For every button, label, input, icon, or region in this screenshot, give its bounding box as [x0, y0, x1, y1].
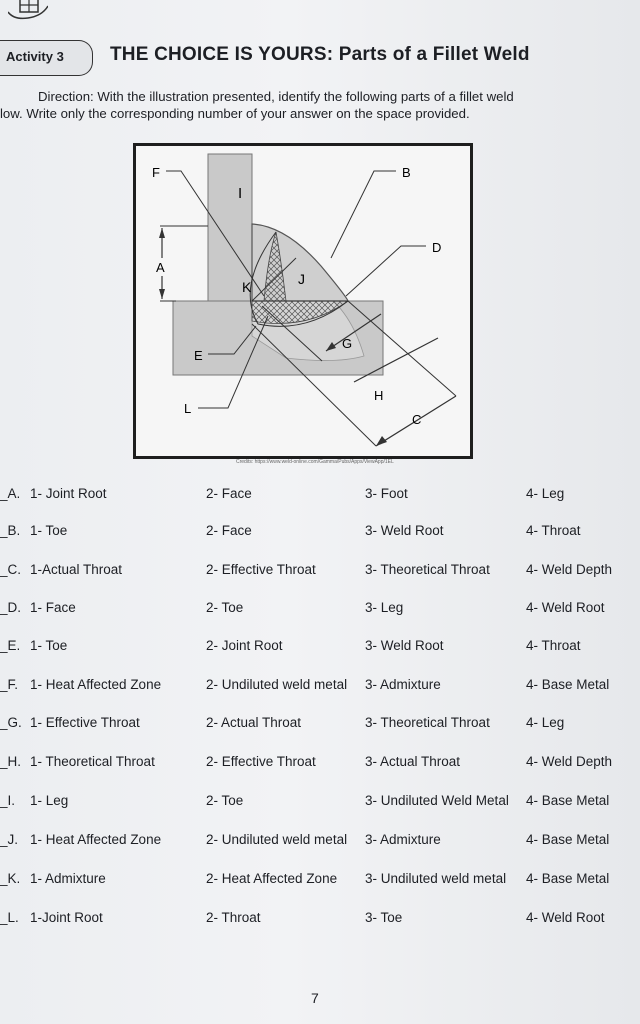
question-row [0, 793, 640, 815]
figure-credits: Credits: https://www.weld-online.com/Gamma/Pubs/Apps/ViewApp/1EL [236, 459, 394, 465]
choice-option: 3- Weld Root [365, 638, 444, 653]
choice-option: 2- Effective Throat [206, 562, 316, 577]
answer-blank[interactable]: _L. [0, 910, 19, 925]
choice-option: 2- Toe [206, 600, 244, 615]
question-row [0, 677, 640, 699]
choice-option: 1-Joint Root [30, 910, 103, 925]
choice-option: 1- Heat Affected Zone [30, 677, 162, 692]
choice-option: 4- Weld Root [526, 910, 605, 925]
choice-option: 1- Toe [30, 638, 68, 653]
label-d: D [432, 240, 442, 255]
choice-option: 2- Face [206, 486, 252, 501]
label-f: F [152, 165, 160, 180]
choice-option: 1- Heat Affected Zone [30, 832, 162, 847]
choice-option: 3- Foot [365, 486, 408, 501]
label-j: J [298, 271, 305, 287]
question-row [0, 562, 640, 584]
page-number: 7 [311, 990, 319, 1006]
label-b: B [402, 165, 411, 180]
choice-option: 4- Weld Root [526, 600, 605, 615]
choice-option: 2- Actual Throat [206, 715, 302, 730]
question-row [0, 871, 640, 893]
choice-option: 3- Theoretical Throat [365, 715, 490, 730]
choice-option: 3- Admixture [365, 832, 441, 847]
choice-option: 4- Base Metal [526, 677, 610, 692]
activity-badge [0, 40, 93, 76]
choice-option: 2- Joint Root [206, 638, 283, 653]
choice-option: 4- Weld Depth [526, 562, 613, 577]
choice-option: 4- Leg [526, 715, 565, 730]
choice-option: 2- Face [206, 523, 252, 538]
choice-option: 3- Leg [365, 600, 404, 615]
choice-option: 4- Weld Depth [526, 754, 613, 769]
choice-option: 1-Actual Throat [30, 562, 123, 577]
choice-option: 1- Theoretical Throat [30, 754, 155, 769]
choice-option: 3- Toe [365, 910, 403, 925]
question-row [0, 486, 640, 508]
label-i: I [238, 185, 243, 202]
choice-option: 4- Base Metal [526, 793, 610, 808]
choice-option: 3- Theoretical Throat [365, 562, 490, 577]
answer-blank[interactable]: _E. [0, 638, 21, 653]
choice-option: 4- Base Metal [526, 871, 610, 886]
label-e: E [194, 348, 203, 363]
choice-option: 2- Toe [206, 793, 244, 808]
question-row [0, 754, 640, 776]
answer-blank[interactable]: _G. [0, 715, 22, 730]
question-row [0, 600, 640, 622]
choice-option: 2- Throat [206, 910, 261, 925]
choice-option: 3- Admixture [365, 677, 441, 692]
direction-line-1: Direction: With the illustration presented, identify the following parts of a fillet weld [38, 89, 514, 104]
fillet-weld-diagram [136, 146, 470, 456]
choice-option: 4- Throat [526, 523, 581, 538]
table-grid-icon [8, 0, 48, 20]
activity-badge-label: Activity 3 [6, 49, 64, 64]
answer-blank[interactable]: _B. [0, 523, 21, 538]
activity-title: THE CHOICE IS YOURS: Parts of a Fillet Weld [110, 44, 530, 65]
choice-option: 3- Undiluted Weld Metal [365, 793, 509, 808]
answer-blank[interactable]: _D. [0, 600, 22, 615]
question-row [0, 523, 640, 545]
choice-option: 2- Effective Throat [206, 754, 316, 769]
answer-blank[interactable]: _H. [0, 754, 22, 769]
question-row [0, 715, 640, 737]
choice-option: 1- Toe [30, 523, 68, 538]
choice-option: 2- Undiluted weld metal [206, 832, 348, 847]
question-row [0, 910, 640, 932]
choice-option: 1- Leg [30, 793, 69, 808]
label-a: A [156, 260, 165, 275]
question-row [0, 638, 640, 660]
choice-option: 1- Admixture [30, 871, 106, 886]
answer-blank[interactable]: _A. [0, 486, 21, 501]
fillet-weld-illustration [133, 143, 473, 459]
label-k: K [242, 279, 252, 295]
choice-option: 2- Heat Affected Zone [206, 871, 338, 886]
label-c: C [412, 412, 422, 427]
choice-option: 1- Joint Root [30, 486, 107, 501]
choice-option: 3- Undiluted weld metal [365, 871, 507, 886]
answer-blank[interactable]: _I. [0, 793, 16, 808]
label-g: G [342, 336, 353, 351]
direction-text [0, 88, 640, 122]
choice-option: 3- Actual Throat [365, 754, 461, 769]
choice-option: 4- Throat [526, 638, 581, 653]
choice-option: 3- Weld Root [365, 523, 444, 538]
choice-option: 2- Undiluted weld metal [206, 677, 348, 692]
choice-option: 1- Effective Throat [30, 715, 140, 730]
answer-blank[interactable]: _C. [0, 562, 22, 577]
answer-blank[interactable]: _F. [0, 677, 19, 692]
label-h: H [374, 388, 384, 403]
answer-blank[interactable]: _K. [0, 871, 21, 886]
answer-blank[interactable]: _J. [0, 832, 19, 847]
direction-line-2: low. Write only the corresponding number of your answer on the space provided. [0, 106, 470, 121]
label-l: L [184, 401, 192, 416]
choice-option: 1- Face [30, 600, 76, 615]
choice-option: 4- Leg [526, 486, 565, 501]
question-row [0, 832, 640, 854]
choice-option: 4- Base Metal [526, 832, 610, 847]
